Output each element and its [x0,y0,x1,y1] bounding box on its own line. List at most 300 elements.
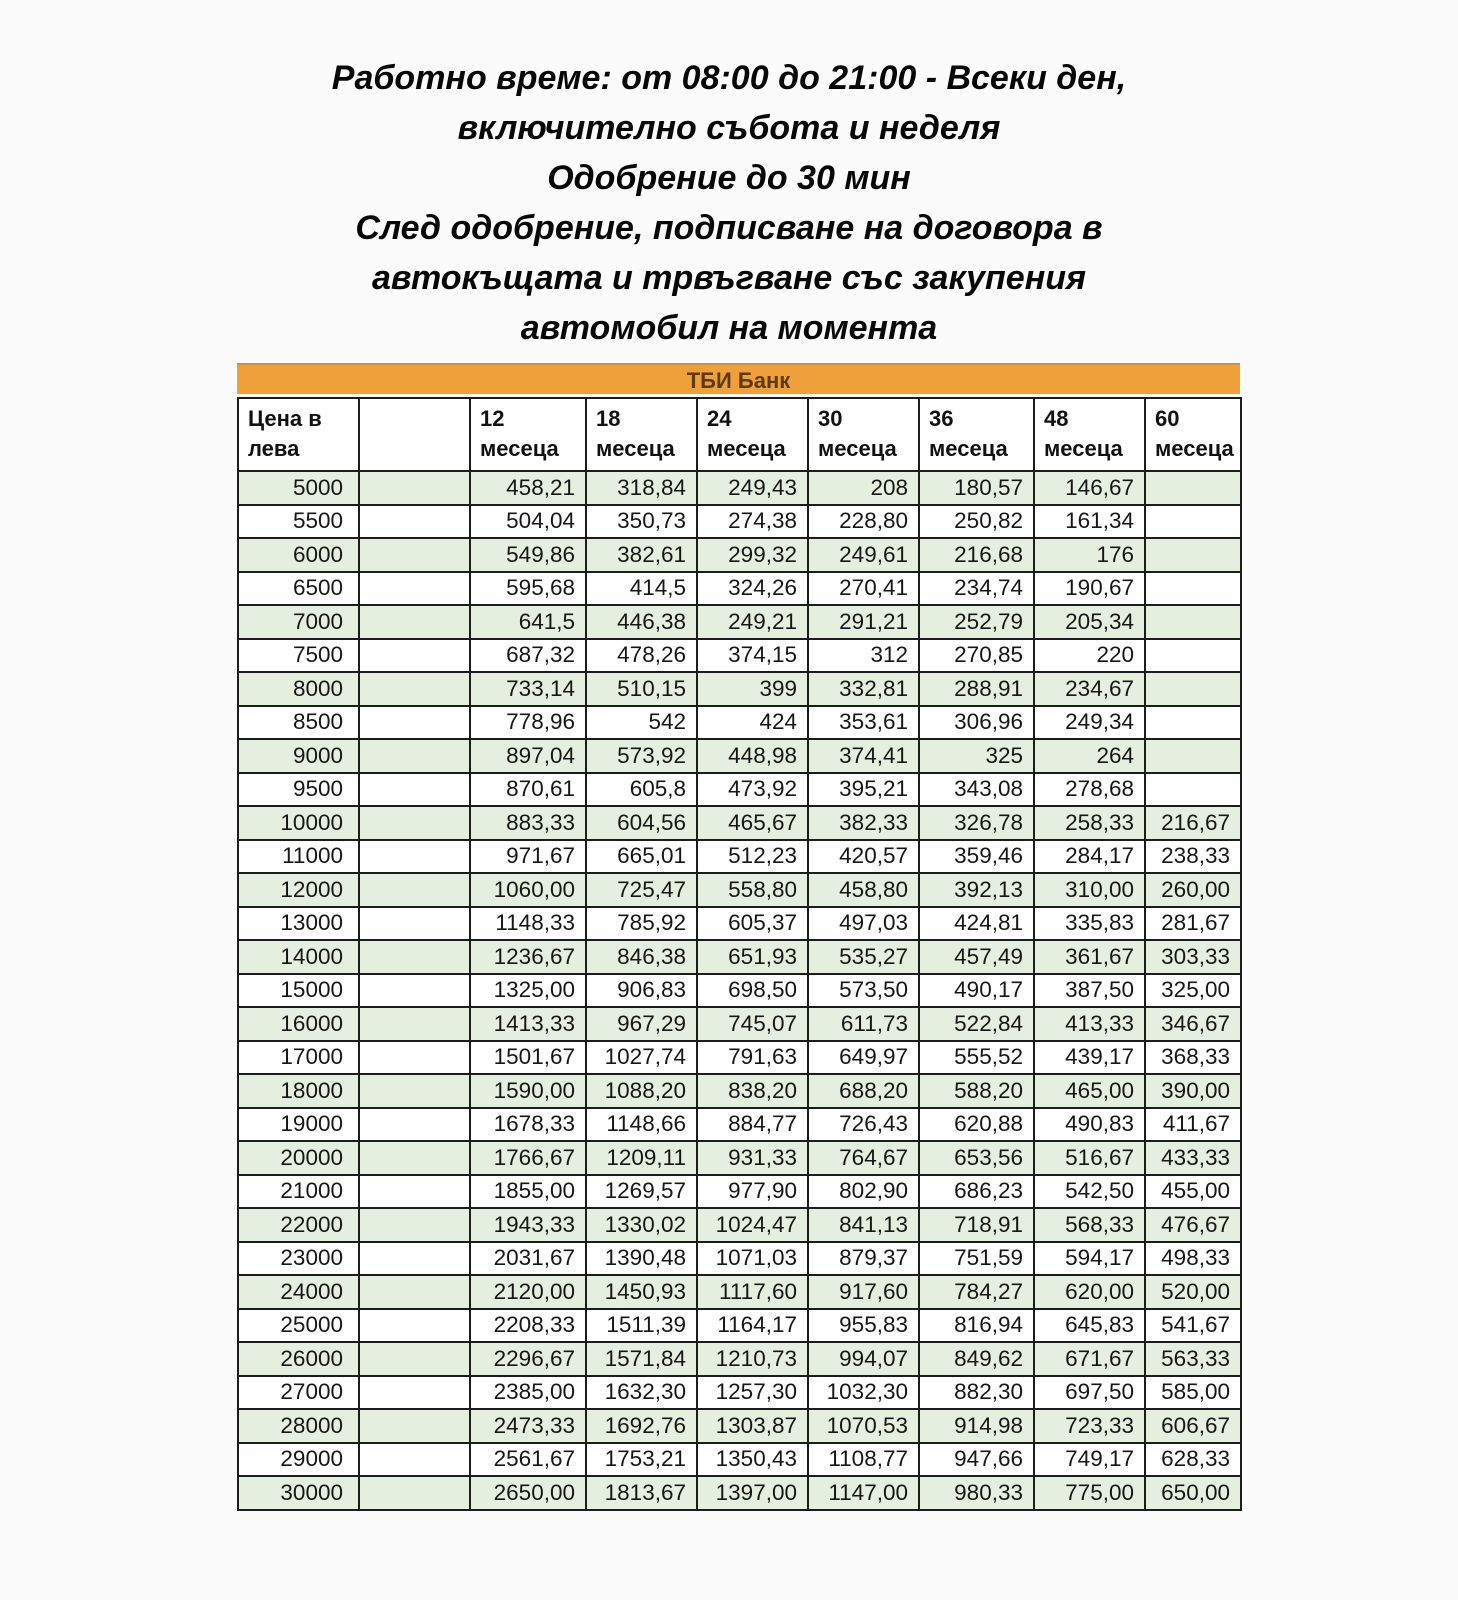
payment-cell: 1753,21 [586,1443,697,1477]
payment-cell: 2296,67 [470,1342,586,1376]
table-row [238,1007,1241,1041]
payment-cell [359,1141,470,1175]
payment-cell: 879,37 [808,1242,919,1276]
table-row [238,840,1241,874]
payment-cell: 399 [697,672,808,706]
payment-cell: 512,23 [697,840,808,874]
payment-cell: 303,33 [1145,940,1241,974]
payment-cell: 228,80 [808,505,919,539]
payment-cell: 424,81 [919,907,1034,941]
payment-cell: 318,84 [586,471,697,505]
payment-cell: 1147,00 [808,1476,919,1510]
payment-cell: 698,50 [697,974,808,1008]
payment-cell: 595,68 [470,572,586,606]
payment-cell: 382,61 [586,538,697,572]
payment-cell: 361,67 [1034,940,1145,974]
price-cell: 8000 [238,672,359,706]
price-cell: 21000 [238,1175,359,1209]
payment-cell: 146,67 [1034,471,1145,505]
payment-cell: 270,41 [808,572,919,606]
payment-cell: 278,68 [1034,773,1145,807]
payment-cell: 448,98 [697,739,808,773]
payment-cell: 1766,67 [470,1141,586,1175]
payment-cell: 306,96 [919,706,1034,740]
payment-cell [1145,505,1241,539]
bank-header-label: ТБИ Банк [686,368,791,393]
table-row [238,940,1241,974]
payment-cell: 498,33 [1145,1242,1241,1276]
price-cell: 6000 [238,538,359,572]
table-row [238,806,1241,840]
price-cell: 30000 [238,1476,359,1510]
payment-cell: 465,67 [697,806,808,840]
table-row [238,639,1241,673]
payment-cell: 628,33 [1145,1443,1241,1477]
table-row [238,1208,1241,1242]
payment-cell: 413,33 [1034,1007,1145,1041]
payment-cell: 250,82 [919,505,1034,539]
payment-cell: 917,60 [808,1275,919,1309]
column-header-line: Цена в [248,405,322,431]
payment-cell: 392,13 [919,873,1034,907]
payment-cell: 745,07 [697,1007,808,1041]
payment-cell: 1070,53 [808,1409,919,1443]
payment-cell [359,1007,470,1041]
table-row [238,471,1241,505]
payment-cell: 1350,43 [697,1443,808,1477]
payment-cell: 651,93 [697,940,808,974]
payment-cell: 558,80 [697,873,808,907]
payment-cell: 455,00 [1145,1175,1241,1209]
payment-cell [359,1376,470,1410]
title-line: включително събота и неделя [457,109,1001,147]
payment-cell: 555,52 [919,1041,1034,1075]
payment-cell: 458,80 [808,873,919,907]
payment-cell: 522,84 [919,1007,1034,1041]
payment-cell [359,739,470,773]
payment-cell: 749,17 [1034,1443,1145,1477]
payment-cell: 238,33 [1145,840,1241,874]
payment-cell: 220 [1034,639,1145,673]
payment-cell: 688,20 [808,1074,919,1108]
payment-cell: 1632,30 [586,1376,697,1410]
payment-cell: 249,43 [697,471,808,505]
payment-cell: 947,66 [919,1443,1034,1477]
payment-cell: 234,67 [1034,672,1145,706]
payment-cell: 510,15 [586,672,697,706]
payment-cell: 343,08 [919,773,1034,807]
payment-cell: 1325,00 [470,974,586,1008]
table-row [238,1275,1241,1309]
payment-cell: 281,67 [1145,907,1241,941]
payment-cell: 1501,67 [470,1041,586,1075]
payment-cell: 465,00 [1034,1074,1145,1108]
payment-cell: 906,83 [586,974,697,1008]
payment-cell: 332,81 [808,672,919,706]
column-header [1145,398,1241,471]
payment-cell [359,505,470,539]
column-header-line: лева [248,435,300,461]
payment-cell: 350,73 [586,505,697,539]
payment-cell: 1117,60 [697,1275,808,1309]
payment-cell [1145,572,1241,606]
column-header-line: месеца [1155,435,1234,461]
payment-cell: 726,43 [808,1108,919,1142]
payment-cell [359,907,470,941]
column-header-line: 60 [1155,405,1180,431]
column-header [470,398,586,471]
payment-cell: 516,67 [1034,1141,1145,1175]
payment-cell: 382,33 [808,806,919,840]
payment-cell: 457,49 [919,940,1034,974]
payment-cell: 346,67 [1145,1007,1241,1041]
payment-cell [359,806,470,840]
table-row [238,505,1241,539]
payment-cell [1145,672,1241,706]
payment-cell: 585,00 [1145,1376,1241,1410]
payment-cell: 588,20 [919,1074,1034,1108]
price-cell: 25000 [238,1309,359,1343]
table-row [238,672,1241,706]
payment-cell: 1060,00 [470,873,586,907]
payment-cell: 1330,02 [586,1208,697,1242]
payment-cell: 208 [808,471,919,505]
payment-cell: 1210,73 [697,1342,808,1376]
payment-cell: 504,04 [470,505,586,539]
payment-cell: 931,33 [697,1141,808,1175]
payment-cell [359,873,470,907]
column-header-line: месеца [818,435,897,461]
price-cell: 9000 [238,739,359,773]
payment-cell [1145,538,1241,572]
table-row [238,773,1241,807]
payment-cell [359,1443,470,1477]
payment-cell: 2031,67 [470,1242,586,1276]
payment-cell: 605,8 [586,773,697,807]
payment-cell: 478,26 [586,639,697,673]
payment-cell: 2473,33 [470,1409,586,1443]
payment-cell: 816,94 [919,1309,1034,1343]
payment-cell [1145,706,1241,740]
price-cell: 26000 [238,1342,359,1376]
payment-cell: 606,67 [1145,1409,1241,1443]
price-cell: 29000 [238,1443,359,1477]
payment-cell: 2120,00 [470,1275,586,1309]
payment-cell: 1024,47 [697,1208,808,1242]
payment-cell: 645,83 [1034,1309,1145,1343]
payment-cell: 234,74 [919,572,1034,606]
column-header-line: месеца [1044,435,1123,461]
payment-cell: 1590,00 [470,1074,586,1108]
payment-cell: 446,38 [586,605,697,639]
price-table [237,397,1242,1511]
payment-cell: 573,50 [808,974,919,1008]
table-row [238,1175,1241,1209]
table-row [238,1074,1241,1108]
payment-cell: 542 [586,706,697,740]
payment-cell: 653,56 [919,1141,1034,1175]
payment-cell [1145,471,1241,505]
column-header [808,398,919,471]
payment-cell [359,1041,470,1075]
payment-cell [359,572,470,606]
payment-cell: 841,13 [808,1208,919,1242]
payment-cell [359,1074,470,1108]
payment-cell: 1209,11 [586,1141,697,1175]
payment-cell: 2208,33 [470,1309,586,1343]
payment-cell: 490,17 [919,974,1034,1008]
payment-cell: 161,34 [1034,505,1145,539]
price-cell: 5500 [238,505,359,539]
payment-cell: 205,34 [1034,605,1145,639]
payment-cell: 568,33 [1034,1208,1145,1242]
payment-cell: 458,21 [470,471,586,505]
price-cell: 10000 [238,806,359,840]
page-title [0,53,1458,353]
payment-cell [359,1175,470,1209]
payment-cell: 1678,33 [470,1108,586,1142]
payment-cell: 573,92 [586,739,697,773]
payment-cell: 520,00 [1145,1275,1241,1309]
payment-cell: 1164,17 [697,1309,808,1343]
price-cell: 9500 [238,773,359,807]
payment-cell: 882,30 [919,1376,1034,1410]
payment-cell: 849,62 [919,1342,1034,1376]
payment-cell: 967,29 [586,1007,697,1041]
price-cell: 13000 [238,907,359,941]
table-row [238,974,1241,1008]
payment-cell: 359,46 [919,840,1034,874]
price-cell: 17000 [238,1041,359,1075]
column-header [586,398,697,471]
column-header-line: месеца [929,435,1008,461]
payment-cell: 264 [1034,739,1145,773]
payment-cell: 1511,39 [586,1309,697,1343]
price-cell: 23000 [238,1242,359,1276]
payment-cell: 718,91 [919,1208,1034,1242]
payment-cell: 1071,03 [697,1242,808,1276]
payment-cell: 1390,48 [586,1242,697,1276]
payment-cell: 270,85 [919,639,1034,673]
price-cell: 7500 [238,639,359,673]
payment-cell: 1943,33 [470,1208,586,1242]
payment-cell: 325 [919,739,1034,773]
payment-cell [1145,639,1241,673]
column-header-line: 18 [596,405,621,431]
payment-cell: 671,67 [1034,1342,1145,1376]
payment-cell: 838,20 [697,1074,808,1108]
table-row [238,1141,1241,1175]
payment-cell: 884,77 [697,1108,808,1142]
payment-cell: 288,91 [919,672,1034,706]
payment-cell: 563,33 [1145,1342,1241,1376]
payment-cell: 176 [1034,538,1145,572]
payment-cell: 604,56 [586,806,697,840]
payment-cell: 620,00 [1034,1275,1145,1309]
column-header [919,398,1034,471]
payment-cell: 697,50 [1034,1376,1145,1410]
payment-cell: 439,17 [1034,1041,1145,1075]
title-line: автокъщата и трвъгване със закупения [371,259,1087,297]
payment-cell [359,773,470,807]
payment-cell: 1269,57 [586,1175,697,1209]
title-line: След одобрение, подписване на договора в [355,209,1103,247]
column-header-line: месеца [596,435,675,461]
payment-cell: 764,67 [808,1141,919,1175]
column-header-line: 36 [929,405,954,431]
payment-cell: 312 [808,639,919,673]
payment-cell: 374,41 [808,739,919,773]
payment-cell: 490,83 [1034,1108,1145,1142]
price-cell: 18000 [238,1074,359,1108]
payment-cell: 1148,33 [470,907,586,941]
price-cell: 8500 [238,706,359,740]
payment-cell: 1450,93 [586,1275,697,1309]
payment-cell: 299,32 [697,538,808,572]
payment-cell [359,1275,470,1309]
price-cell: 11000 [238,840,359,874]
table-row [238,739,1241,773]
payment-cell: 542,50 [1034,1175,1145,1209]
payment-cell: 374,15 [697,639,808,673]
column-header [697,398,808,471]
payment-cell: 387,50 [1034,974,1145,1008]
payment-cell: 260,00 [1145,873,1241,907]
payment-cell: 1027,74 [586,1041,697,1075]
payment-cell: 325,00 [1145,974,1241,1008]
payment-cell: 687,32 [470,639,586,673]
payment-cell: 368,33 [1145,1041,1241,1075]
payment-cell: 1257,30 [697,1376,808,1410]
payment-cell: 725,47 [586,873,697,907]
payment-cell: 291,21 [808,605,919,639]
payment-cell [359,940,470,974]
payment-cell: 180,57 [919,471,1034,505]
payment-cell [359,538,470,572]
table-row [238,1376,1241,1410]
payment-cell [359,1342,470,1376]
column-header-line: месеца [707,435,786,461]
payment-cell: 2561,67 [470,1443,586,1477]
payment-cell: 686,23 [919,1175,1034,1209]
payment-cell: 846,38 [586,940,697,974]
payment-cell: 1088,20 [586,1074,697,1108]
payment-cell: 733,14 [470,672,586,706]
payment-cell [359,1476,470,1510]
payment-cell: 335,83 [1034,907,1145,941]
table-row [238,1242,1241,1276]
price-cell: 5000 [238,471,359,505]
payment-cell: 1397,00 [697,1476,808,1510]
payment-cell: 784,27 [919,1275,1034,1309]
payment-cell: 2650,00 [470,1476,586,1510]
payment-cell [359,706,470,740]
column-header-line: 24 [707,405,732,431]
payment-cell [1145,605,1241,639]
payment-cell: 2385,00 [470,1376,586,1410]
payment-cell [359,1309,470,1343]
payment-cell: 541,67 [1145,1309,1241,1343]
payment-cell: 252,79 [919,605,1034,639]
column-header [1034,398,1145,471]
payment-cell: 390,00 [1145,1074,1241,1108]
payment-cell: 216,68 [919,538,1034,572]
payment-cell: 605,37 [697,907,808,941]
price-cell: 19000 [238,1108,359,1142]
title-line: автомобил на момента [520,309,938,347]
payment-cell: 249,61 [808,538,919,572]
column-header-line: 30 [818,405,843,431]
table-row [238,873,1241,907]
payment-cell: 1148,66 [586,1108,697,1142]
payment-cell: 549,86 [470,538,586,572]
table-row [238,1409,1241,1443]
table-row [238,706,1241,740]
payment-cell: 955,83 [808,1309,919,1343]
title-line: Одобрение до 30 мин [547,159,911,197]
column-header-line: 48 [1044,405,1069,431]
payment-cell [1145,773,1241,807]
payment-cell [359,1242,470,1276]
payment-cell [359,840,470,874]
payment-cell: 594,17 [1034,1242,1145,1276]
bank-header-bar [237,363,1240,394]
table-row [238,1443,1241,1477]
table-row [238,1476,1241,1510]
price-cell: 7000 [238,605,359,639]
payment-cell: 802,90 [808,1175,919,1209]
table-row [238,1342,1241,1376]
payment-cell: 497,03 [808,907,919,941]
price-cell: 20000 [238,1141,359,1175]
payment-cell: 249,21 [697,605,808,639]
payment-cell: 1813,67 [586,1476,697,1510]
payment-cell: 258,33 [1034,806,1145,840]
payment-cell: 249,34 [1034,706,1145,740]
payment-cell: 473,92 [697,773,808,807]
payment-cell: 897,04 [470,739,586,773]
payment-cell: 1032,30 [808,1376,919,1410]
payment-cell: 1413,33 [470,1007,586,1041]
column-header-line: 12 [480,405,505,431]
payment-cell: 977,90 [697,1175,808,1209]
payment-cell: 649,97 [808,1041,919,1075]
payment-cell: 980,33 [919,1476,1034,1510]
price-cell: 16000 [238,1007,359,1041]
price-cell: 6500 [238,572,359,606]
table-row [238,907,1241,941]
price-cell: 24000 [238,1275,359,1309]
payment-cell: 395,21 [808,773,919,807]
payment-cell: 791,63 [697,1041,808,1075]
payment-cell: 424 [697,706,808,740]
table-row [238,1309,1241,1343]
payment-cell: 310,00 [1034,873,1145,907]
table-row [238,605,1241,639]
table-row [238,1108,1241,1142]
payment-cell [359,1108,470,1142]
payment-cell: 414,5 [586,572,697,606]
payment-cell: 274,38 [697,505,808,539]
payment-cell: 665,01 [586,840,697,874]
payment-cell: 1855,00 [470,1175,586,1209]
payment-cell: 353,61 [808,706,919,740]
payment-cell: 994,07 [808,1342,919,1376]
payment-cell: 324,26 [697,572,808,606]
payment-cell: 641,5 [470,605,586,639]
pricing-table-section [237,363,1240,1511]
column-header-line: месеца [480,435,559,461]
